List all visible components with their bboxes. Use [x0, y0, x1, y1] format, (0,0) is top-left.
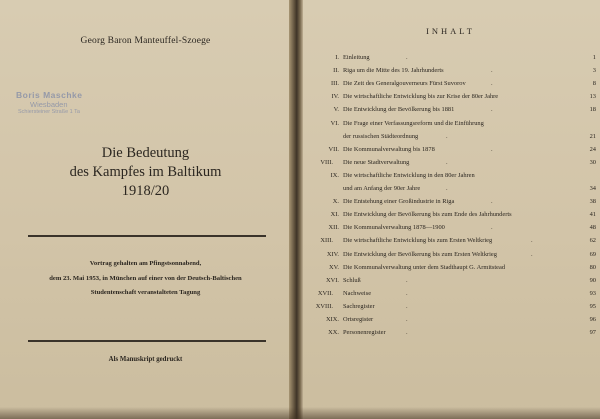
toc-chapter-number: VI.: [330, 119, 339, 127]
toc-page-number: 8: [592, 80, 596, 88]
toc-page-number: 93: [589, 289, 596, 297]
toc-chapter-title: Ortsregister: [343, 316, 374, 323]
lecture-line: Vortrag gehalten am Pfingstsonnabend,: [89, 260, 202, 267]
manuscript-note: Als Manuskript gedruckt: [108, 356, 183, 363]
toc-row: [301, 277, 600, 289]
toc-chapter-title: Die wirtschaftliche Entwicklung bis zum Ersten Weltkrieg: [343, 237, 493, 245]
toc-chapter-title: Die Entwicklung der Bevölkerung bis zum Ersten Weltkrieg: [343, 250, 497, 258]
title-line: des Kampfes im Baltikum: [69, 164, 222, 180]
toc-row: [301, 237, 600, 249]
toc-chapter-title: Die Kommunalverwaltung bis 1878: [343, 145, 435, 153]
toc-page-number: 21: [589, 132, 596, 140]
toc-chapter-title: Die Zeit des Generalgouverneurs Fürst Suvorov: [343, 80, 466, 88]
toc-chapter-number: XI.: [330, 211, 339, 219]
toc-leader-dot: .: [491, 67, 495, 75]
book-title: [0, 144, 291, 201]
toc-chapter-title: Die wirtschaftliche Entwicklung in den 80er Jahren: [343, 171, 475, 179]
toc-chapter-title: Einleitung: [343, 54, 370, 61]
toc-leader-dot: .: [491, 106, 495, 114]
toc-page-number: 80: [589, 263, 596, 271]
toc-leader-dot: .: [406, 276, 410, 284]
toc-page-number: 96: [589, 316, 596, 323]
toc-chapter-title: Die Kommunalverwaltung 1878—1900: [343, 224, 445, 232]
toc-chapter-title: Schluß: [343, 276, 361, 284]
toc-chapter-title: Die Entwicklung der Bevölkerung bis zum Ende des Jahrhunderts: [343, 211, 512, 219]
toc-leader-dot: .: [406, 329, 410, 337]
toc-page-number: 41: [589, 211, 596, 219]
toc-chapter-title: Die Entstehung einer Großindustrie in Riga: [343, 198, 455, 206]
stamp-line-2: Wiesbaden: [30, 100, 68, 109]
title-line: 1918/20: [121, 183, 170, 199]
toc-chapter-number: IV.: [331, 93, 339, 101]
toc-page-number: 95: [589, 302, 596, 310]
toc-chapter-number: XVII.: [317, 289, 333, 297]
stamp-line-1: Boris Maschke: [16, 90, 83, 100]
toc-row: [301, 264, 600, 276]
toc-leader-dot: .: [491, 80, 495, 88]
toc-chapter-number: XX.: [328, 329, 339, 337]
toc-page-number: 69: [589, 250, 596, 258]
toc-page-number: 30: [589, 158, 596, 166]
toc-chapter-title: Die neue Stadtverwaltung: [343, 158, 410, 166]
toc-chapter-title: Die Frage einer Verfassungsreform und die Einführung: [343, 119, 484, 127]
toc-chapter-title: und am Anfang der 90er Jahre: [343, 185, 421, 192]
toc-heading: INHALT: [426, 26, 475, 36]
toc-row: [301, 211, 600, 223]
toc-chapter-title: Personenregister: [343, 329, 386, 337]
divider-rule: [28, 235, 266, 237]
toc-row: [301, 198, 600, 210]
toc-chapter-number: XIX.: [326, 316, 339, 323]
toc-leader-dot: .: [491, 145, 495, 153]
toc-chapter-number: V.: [333, 106, 339, 114]
toc-row: [301, 329, 600, 341]
toc-chapter-number: X.: [332, 198, 339, 206]
toc-row: [301, 303, 600, 315]
divider-rule: [28, 340, 266, 342]
toc-chapter-number: IX.: [330, 171, 339, 179]
toc-page-number: 3: [592, 67, 596, 75]
toc-chapter-title: Die Entwicklung der Bevölkerung bis 1881: [343, 106, 455, 114]
toc-chapter-title: Riga um die Mitte des 19. Jahrhunderts: [343, 67, 444, 75]
toc-row: [301, 54, 600, 66]
toc-row: [301, 172, 600, 184]
toc-row: [301, 251, 600, 263]
toc-row: [301, 80, 600, 92]
lecture-line: Studentenschaft veranstalteten Tagung: [90, 289, 201, 296]
toc-chapter-number: I.: [335, 54, 339, 61]
toc-row: [301, 290, 600, 302]
toc-row: [301, 67, 600, 79]
toc-row: [301, 316, 600, 328]
owner-stamp: [16, 90, 90, 130]
toc-leader-dot: .: [406, 289, 410, 297]
title-line: Die Bedeutung: [101, 145, 190, 161]
toc-chapter-number: XVIII.: [315, 302, 333, 310]
toc-page-number: 90: [589, 276, 596, 284]
toc-page-number: 38: [589, 198, 596, 206]
toc-row: [301, 120, 600, 132]
toc-chapter-number: XV.: [328, 263, 339, 271]
toc-chapter-number: XIII.: [320, 237, 333, 245]
toc-page-number: 62: [589, 237, 596, 245]
toc-leader-dot: .: [406, 302, 410, 310]
toc-row: [301, 185, 600, 197]
page-edge-shadow: [0, 407, 600, 419]
toc-page-number: 1: [592, 54, 596, 61]
toc-chapter-title: Die Kommunalverwaltung unter dem Stadthaupt G. Armitstead: [343, 263, 506, 271]
toc-row: [301, 159, 600, 171]
stamp-line-3: Schiersteiner Straße 1 Ta: [18, 109, 80, 115]
toc-page-number: 24: [589, 145, 596, 153]
toc-leader-dot: .: [531, 237, 535, 245]
toc-row: [301, 106, 600, 118]
toc-leader-dot: .: [446, 158, 450, 166]
toc-page-number: 34: [589, 185, 596, 192]
toc-page-number: 97: [589, 329, 596, 337]
toc-chapter-title: Die wirtschaftliche Entwicklung bis zur Krise der 80er Jahre: [343, 93, 499, 101]
toc-leader-dot: .: [491, 224, 495, 232]
toc-leader-dot: .: [531, 250, 535, 258]
lecture-note: [0, 257, 291, 301]
toc-leader-dot: .: [406, 316, 410, 323]
toc-chapter-number: XII.: [328, 224, 339, 232]
toc-chapter-number: XIV.: [326, 250, 339, 258]
author-name: Georg Baron Manteuffel-Szoege: [80, 36, 211, 46]
toc-leader-dot: .: [406, 54, 410, 61]
toc-chapter-number: VIII.: [320, 158, 333, 166]
toc-chapter-number: II.: [333, 67, 339, 75]
toc-leader-dot: .: [446, 132, 450, 140]
toc-chapter-number: III.: [331, 80, 339, 88]
toc-leader-dot: .: [446, 185, 450, 192]
toc-leader-dot: .: [491, 198, 495, 206]
toc-chapter-title: der russischen Städteordnung: [343, 132, 419, 140]
toc-page-number: 13: [589, 93, 596, 101]
toc-chapter-number: XVI.: [326, 276, 339, 284]
toc-chapter-title: Sachregister: [343, 302, 375, 310]
toc-row: [301, 133, 600, 145]
toc-row: [301, 93, 600, 105]
toc-page-number: 48: [589, 224, 596, 232]
toc-page-number: 18: [589, 106, 596, 114]
toc-row: [301, 224, 600, 236]
toc-row: [301, 146, 600, 158]
lecture-line: dem 23. Mai 1953, in München auf einer von der Deutsch-Baltischen: [49, 274, 242, 282]
toc-chapter-title: Nachweise: [343, 289, 372, 297]
toc-chapter-number: VII.: [328, 145, 339, 153]
